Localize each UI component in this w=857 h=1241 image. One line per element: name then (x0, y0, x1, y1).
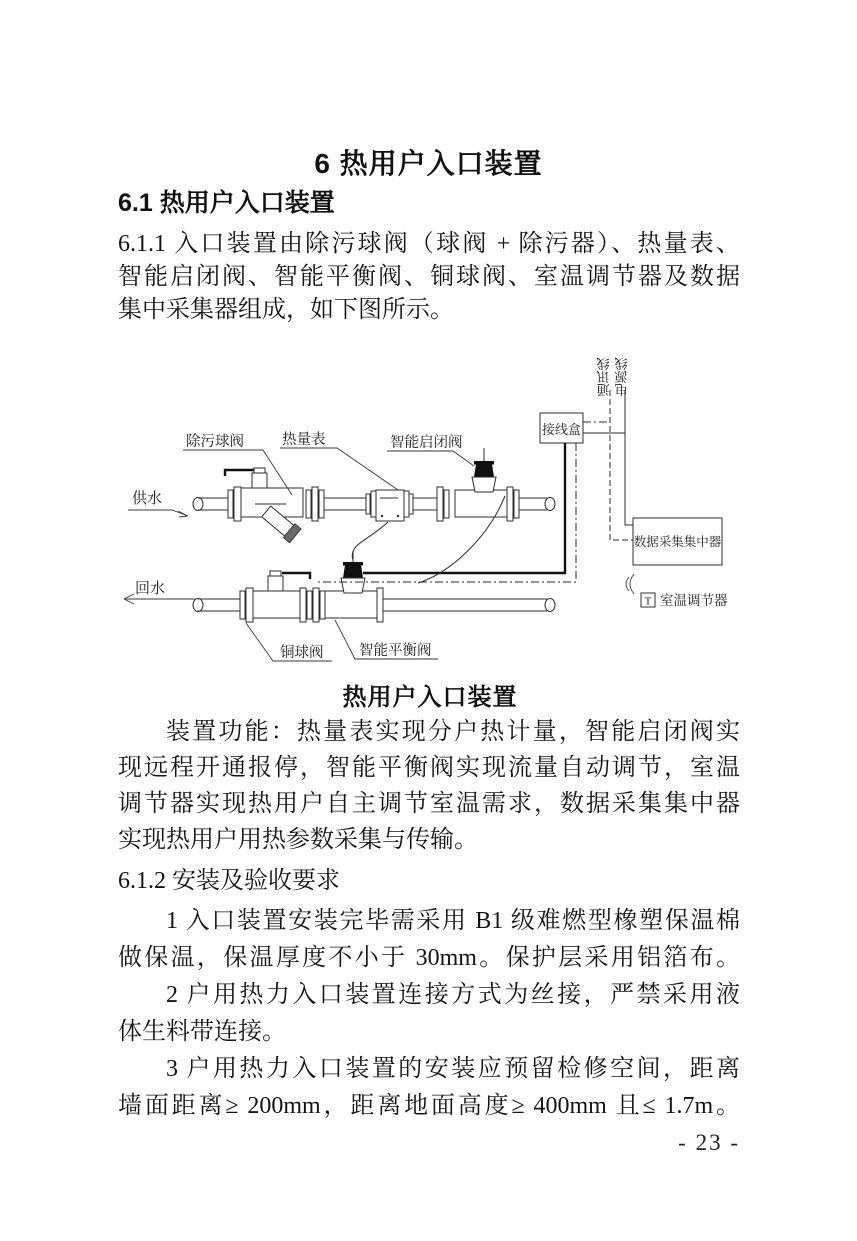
wireless-signal-icon (626, 574, 634, 594)
paragraph-6-1-1 (118, 228, 740, 327)
text-line: 体生料带连接。 (118, 1019, 286, 1045)
heat-meter (366, 490, 413, 521)
return-label: 回水 (135, 581, 166, 597)
room-thermostat (626, 574, 728, 608)
thermostat-t-label: T (644, 595, 652, 608)
text-line: 1 入口装置安装完毕需采用 B1 级难燃型橡塑保温棉 (166, 908, 740, 934)
actuator-cap (343, 565, 363, 578)
text-line: 实现热用户用热参数采集与传输。 (118, 827, 478, 853)
comm-line-label: 通讯线 (596, 356, 610, 397)
strainer-valve-label: 除污球阀 (186, 434, 244, 450)
text-line: 智能启闭阀、智能平衡阀、铜球阀、室温调节器及数据 (118, 264, 740, 290)
pipe-end-cap (545, 599, 555, 612)
requirement-items (118, 903, 740, 1125)
heat-meter-label: 热量表 (282, 432, 326, 448)
supply-pipe-assembly (193, 448, 555, 543)
text-line: 3 户用热力入口装置的安装应预留检修空间，距离 (166, 1056, 740, 1082)
text-line: 6.1.1 入口装置由除污球阀（球阀 + 除污器）、热量表、 (118, 231, 740, 257)
smart-balance-valve (325, 551, 383, 622)
smart-onoff-valve-label: 智能启闭阀 (390, 435, 463, 451)
paragraph-function (118, 714, 740, 858)
pipe-end-cap (193, 599, 203, 612)
meter-cable (352, 522, 388, 560)
data-collector-label: 数据采集集中器 (633, 535, 722, 549)
valve-bonnet (268, 576, 283, 591)
supply-arrowhead-icon (178, 511, 188, 517)
smart-onoff-valve (437, 448, 519, 521)
wiring (318, 356, 722, 583)
smart-balance-valve-label: 智能平衡阀 (359, 643, 432, 659)
text-line: 2 户用热力入口装置连接方式为丝接，严禁采用液 (166, 982, 740, 1008)
figure-caption: 热用户入口装置 (342, 685, 518, 711)
valve-bonnet (252, 473, 267, 488)
actuator-body (472, 477, 496, 492)
inlet-device-diagram (110, 333, 760, 675)
power-line-wire (625, 390, 633, 525)
supply-flow-label (128, 490, 188, 517)
smart-onoff-valve-leader (387, 451, 474, 466)
valve-handle (225, 470, 254, 476)
pipe-end-cap (193, 498, 203, 511)
comm-line-wire (610, 390, 633, 540)
return-pipe-assembly (193, 551, 555, 622)
text-line: 集中采集器组成，如下图所示。 (118, 297, 454, 323)
text-line: 做保温，保温厚度不小于 30mm。保护层采用铝箔布。 (118, 945, 740, 971)
text-line: 现远程开通报停，智能平衡阀实现流量自动调节，室温 (118, 755, 740, 781)
supply-arrow-line (128, 510, 188, 516)
pipe-end-cap (545, 498, 555, 511)
actuator-cap (474, 464, 494, 477)
valve-handle (282, 573, 310, 579)
text-line: 装置功能：热量表实现分户热计量，智能启闭阀实 (166, 719, 740, 745)
text-line: 墙面距离≥ 200mm，距离地面高度≥ 400mm 且≤ 1.7m。 (118, 1093, 740, 1119)
copper-ball-valve-label: 铜球阀 (280, 645, 324, 661)
actuator-body (341, 578, 365, 593)
callout-labels (183, 430, 474, 661)
strainer-ball-valve (225, 468, 303, 543)
junction-box-label: 接线盒 (541, 422, 582, 437)
section-heading-6-1-2: 6.1.2 安装及验收要求 (118, 868, 340, 894)
page-title: 6 热用户入口装置 (314, 148, 543, 179)
return-flow-label (124, 580, 195, 604)
page-number: - 23 - (678, 1130, 740, 1155)
room-thermostat-label: 室温调节器 (660, 593, 728, 608)
text-line: 调节器实现热用户自主调节室温需求，数据采集集中器 (118, 791, 740, 817)
supply-label: 供水 (132, 491, 163, 507)
section-heading-6-1: 6.1 热用户入口装置 (118, 189, 335, 217)
power-line-label: 电源线 (614, 356, 628, 397)
heat-meter-leader (280, 448, 398, 490)
